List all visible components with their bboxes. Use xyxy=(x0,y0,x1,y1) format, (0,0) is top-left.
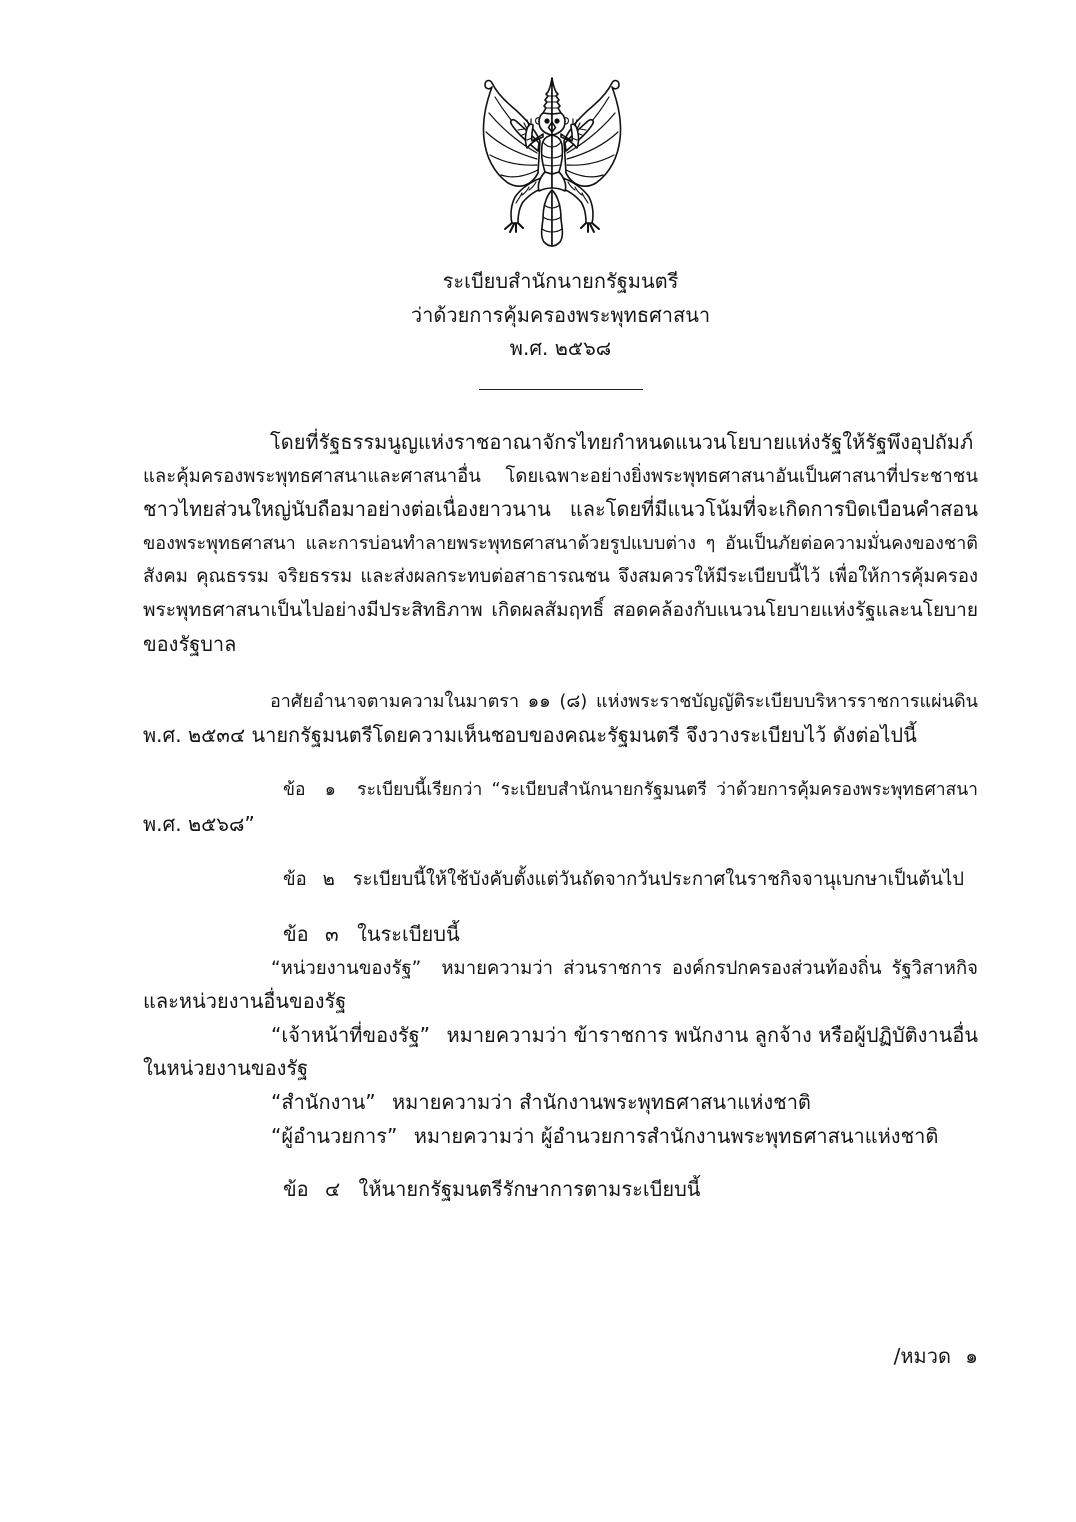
article-1 xyxy=(143,774,978,841)
preamble-paragraph xyxy=(143,426,978,661)
preamble-line: สังคม คุณธรรม จริยธรรม และส่งผลกระทบต่อสาธารณชน จึงสมควรให้มีระเบียบนี้ไว้ เพื่อให้การคุ้มครอง xyxy=(143,566,978,588)
title-line-subject: ว่าด้วยการคุ้มครองพระพุทธศาสนา xyxy=(410,302,711,327)
title-line-year: พ.ศ. ๒๕๖๘ xyxy=(509,336,612,361)
authority-line: พ.ศ. ๒๕๓๔ นายกรัฐมนตรีโดยความเห็นชอบของคณะรัฐมนตรี จึงวางระเบียบไว้ ดังต่อไปนี้ xyxy=(143,722,917,747)
article-text: ในระเบียบนี้ xyxy=(357,922,460,946)
definition-line xyxy=(143,952,978,986)
emblem-left-half xyxy=(483,78,552,246)
definition-term: “หน่วยงานของรัฐ” xyxy=(271,957,422,979)
definition-line xyxy=(143,1019,978,1053)
article-line xyxy=(143,863,978,897)
garuda-emblem xyxy=(482,77,622,247)
article-4 xyxy=(143,1173,978,1207)
definition-text: หมายความว่า ผู้อำนวยการสำนักงานพระพุทธศาสนาแห่งชาติ xyxy=(413,1123,939,1148)
preamble-line: และคุ้มครองพระพุทธศาสนาและศาสนาอื่น โดยเฉพาะอย่างยิ่งพระพุทธศาสนาอันเป็นศาสนาที่ประชาชน xyxy=(143,465,978,487)
article-number: ข้อ ๓ xyxy=(283,922,339,946)
article-number: ข้อ ๑ xyxy=(283,780,336,800)
preamble-line: โดยที่รัฐธรรมนูญแห่งราชอาณาจักรไทยกำหนดแนวนโยบายแห่งรัฐให้รัฐพึงอุปถัมภ์ xyxy=(270,430,974,454)
authority-line: อาศัยอำนาจตามความในมาตรา ๑๑ (๘) แห่งพระราชบัญญัติระเบียบบริหารราชการแผ่นดิน xyxy=(270,691,978,712)
definition-line: ในหน่วยงานของรัฐ xyxy=(143,1056,309,1081)
article-number: ข้อ ๔ xyxy=(283,1177,341,1201)
title-divider xyxy=(479,389,643,390)
article-line xyxy=(143,1173,978,1207)
definition-line xyxy=(143,1086,978,1120)
preamble-line: ของพระพุทธศาสนา และการบ่อนทำลายพระพุทธศาสนาด้วยรูปแบบต่าง ๆ อันเป็นภัยต่อความมั่นคงของชาติ xyxy=(143,532,978,554)
article-line xyxy=(143,918,978,952)
definition-line xyxy=(143,1120,978,1154)
article-line xyxy=(143,774,978,808)
emblem-right-half xyxy=(552,78,621,246)
authority-paragraph xyxy=(143,685,978,752)
document-title xyxy=(143,265,978,366)
article-2 xyxy=(143,863,978,897)
definition-text: หมายความว่า ข้าราชการ พนักงาน ลูกจ้าง หรือผู้ปฏิบัติงานอื่น xyxy=(446,1022,979,1047)
preamble-line: ของรัฐบาล xyxy=(143,631,237,656)
definition-term: “ผู้อำนวยการ” xyxy=(271,1123,398,1148)
definition-text: หมายความว่า ส่วนราชการ องค์กรปกครองส่วนท้องถิ่น รัฐวิสาหกิจ xyxy=(441,957,978,979)
article-number: ข้อ ๒ xyxy=(283,869,335,890)
garuda-emblem-icon xyxy=(482,77,622,247)
article-text: ระเบียบนี้เรียกว่า “ระเบียบสำนักนายกรัฐมนตรี ว่าด้วยการคุ้มครองพระพุทธศาสนา xyxy=(357,780,978,800)
article-3 xyxy=(143,918,978,1153)
definition-term: “เจ้าหน้าที่ของรัฐ” xyxy=(271,1022,431,1047)
preamble-line: พระพุทธศาสนาเป็นไปอย่างมีประสิทธิภาพ เกิดผลสัมฤทธิ์ สอดคล้องกับแนวนโยบายแห่งรัฐและนโยบาย xyxy=(143,598,978,621)
article-text: ให้นายกรัฐมนตรีรักษาการตามระเบียบนี้ xyxy=(358,1177,701,1201)
definition-line: และหน่วยงานอื่นของรัฐ xyxy=(143,989,347,1014)
definition-term: “สำนักงาน” xyxy=(271,1089,376,1114)
title-line-issuer: ระเบียบสำนักนายกรัฐมนตรี xyxy=(442,269,679,293)
article-text: ระเบียบนี้ให้ใช้บังคับตั้งแต่วันถัดจากวันประกาศในราชกิจจานุเบกษาเป็นต้นไป xyxy=(352,869,965,890)
page-continuation: /หมวด ๑ xyxy=(893,1344,978,1368)
definition-text: หมายความว่า สำนักงานพระพุทธศาสนาแห่งชาติ xyxy=(391,1089,811,1114)
article-line: พ.ศ. ๒๕๖๘” xyxy=(143,811,255,836)
preamble-line: ชาวไทยส่วนใหญ่นับถือมาอย่างต่อเนื่องยาวนาน และโดยที่มีแนวโน้มที่จะเกิดการบิดเบือนคำสอน xyxy=(143,497,978,522)
